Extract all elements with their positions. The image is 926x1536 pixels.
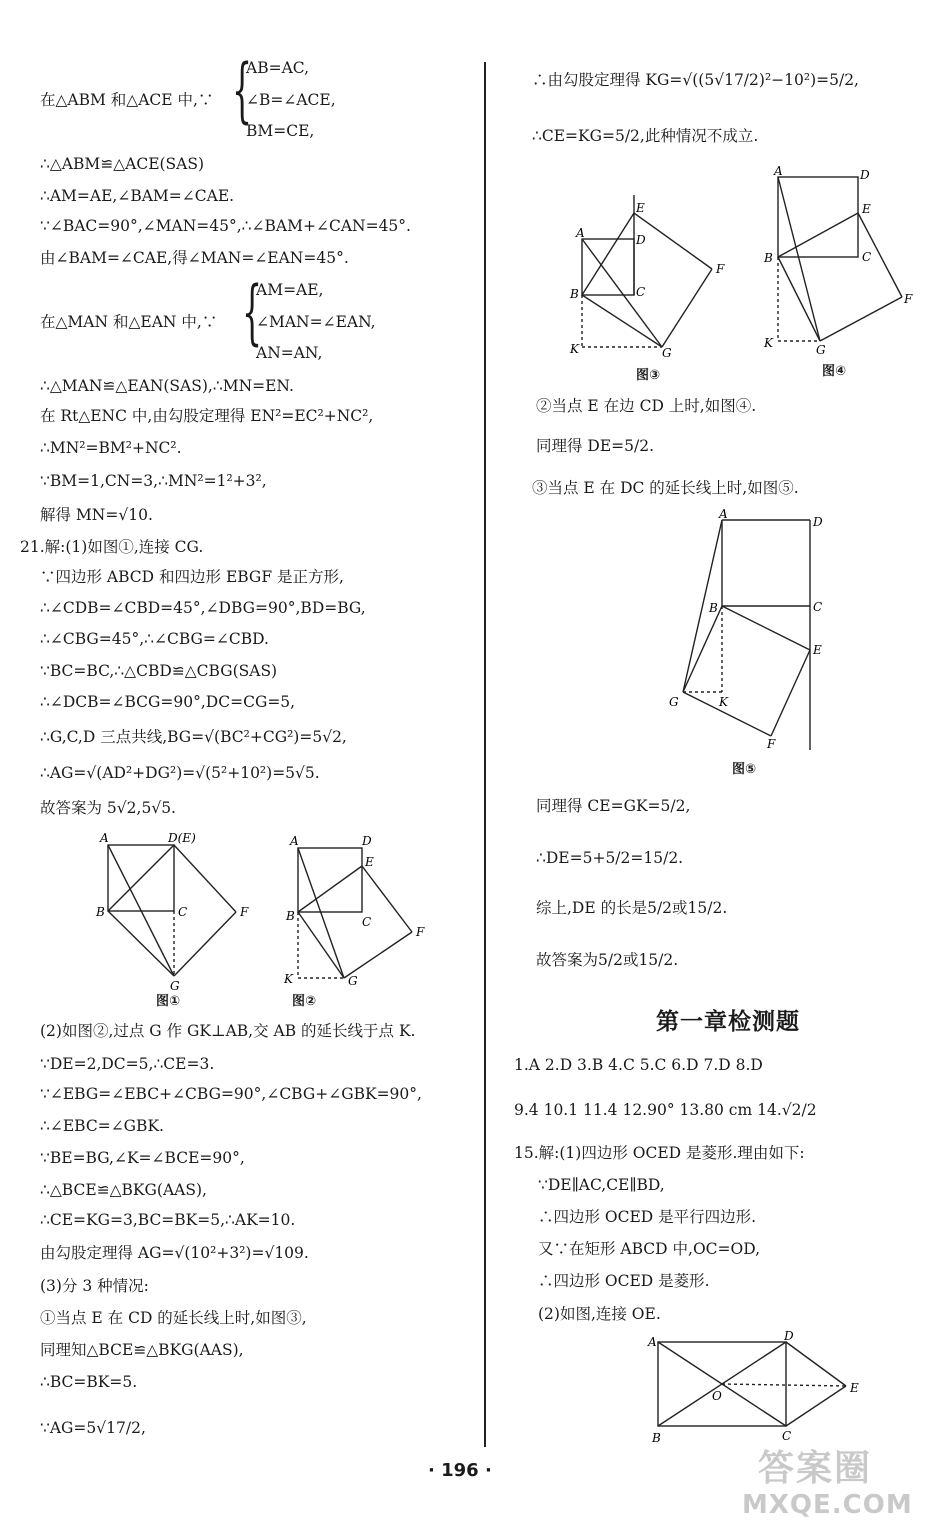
text-line: 在△MAN 和△EAN 中,∵ (40, 313, 218, 331)
text-line: ∵BC=BC,∴△CBD≌△CBG(SAS) (40, 662, 278, 680)
text-line: 故答案为 5√2,5√5. (40, 799, 176, 817)
text-line: (2)如图,连接 OE. (538, 1305, 661, 1323)
text-line: 由∠BAM=∠CAE,得∠MAN=∠EAN=45°. (40, 249, 349, 267)
point-label-c: C (862, 250, 872, 264)
text-line: BM=CE, (246, 122, 315, 140)
point-label-b: B (286, 909, 295, 923)
point-label-b: B (570, 287, 579, 301)
text-line: ∴AM=AE,∠BAM=∠CAE. (40, 187, 235, 205)
text-line: ①当点 E 在 CD 的延长线上时,如图③, (40, 1309, 307, 1327)
text-line: 由勾股定理得 AG=√(10²+3²)=√109. (40, 1244, 309, 1262)
point-label-d: D (784, 1329, 794, 1343)
text-line: ∴BC=BK=5. (40, 1373, 138, 1391)
point-label-c: C (636, 285, 646, 299)
text-line: ∴∠CDB=∠CBD=45°,∠DBG=90°,BD=BG, (40, 599, 366, 617)
text-line: 综上,DE 的长是5/2或15/2. (536, 899, 728, 917)
figure-5 (665, 508, 835, 758)
text-line: ∴G,C,D 三点共线,BG=√(BC²+CG²)=5√2, (40, 728, 347, 746)
figure-3 (560, 195, 740, 370)
point-label-f: F (416, 925, 425, 939)
point-label-k: K (570, 342, 579, 356)
text-line: ∵DE=2,DC=5,∴CE=3. (40, 1055, 215, 1073)
text-line: ∴MN²=BM²+NC². (40, 439, 182, 457)
point-label-b: B (652, 1431, 661, 1445)
point-label-k: K (719, 695, 728, 709)
text-line: ②当点 E 在边 CD 上时,如图④. (536, 397, 757, 415)
text-line: ∴∠CBG=45°,∴∠CBG=∠CBD. (40, 630, 269, 648)
text-line: ∴∠EBC=∠GBK. (40, 1117, 164, 1135)
point-label-e: E (636, 201, 645, 215)
text-line: ∠B=∠ACE, (246, 91, 336, 109)
figure-1 (90, 828, 260, 1003)
point-label-a: A (290, 834, 299, 848)
text-line: ∴△BCE≌△BKG(AAS), (40, 1181, 207, 1199)
text-line: (3)分 3 种情况: (40, 1277, 149, 1295)
figure-2-caption: 图② (292, 994, 317, 1009)
point-label-b: B (709, 601, 718, 615)
figure-5-caption: 图⑤ (732, 762, 757, 777)
watermark-logo: 答案圈 (758, 1448, 873, 1489)
point-label-g: G (348, 974, 358, 988)
figure-2 (280, 828, 440, 1003)
text-line: ∵∠BAC=90°,∠MAN=45°,∴∠BAM+∠CAN=45°. (40, 217, 411, 235)
text-line: AB=AC, (246, 59, 309, 77)
text-line: ③当点 E 在 DC 的延长线上时,如图⑤. (532, 479, 799, 497)
chapter-title: 第一章检测题 (656, 1009, 800, 1035)
point-label-b: B (96, 905, 105, 919)
point-label-f: F (904, 292, 913, 306)
point-label-d: D (860, 168, 870, 182)
text-line: ∵∠EBG=∠EBC+∠CBG=90°,∠CBG+∠GBK=90°, (40, 1085, 422, 1103)
point-label-d: D (636, 233, 646, 247)
text-line: ∴∠DCB=∠BCG=90°,DC=CG=5, (40, 693, 296, 711)
point-label-a: A (719, 507, 728, 521)
text-line: 解得 MN=√10. (40, 506, 153, 524)
point-label-de: D(E) (168, 831, 196, 845)
column-divider (484, 62, 486, 1447)
text-line: ∴四边形 OCED 是菱形. (538, 1272, 710, 1290)
text-line: 在 Rt△ENC 中,由勾股定理得 EN²=EC²+NC², (40, 407, 374, 425)
point-label-k: K (284, 972, 293, 986)
point-label-g: G (170, 979, 180, 993)
text-line: 21.解:(1)如图①,连接 CG. (20, 538, 204, 556)
text-line: AN=AN, (256, 344, 323, 362)
point-label-g: G (662, 346, 672, 360)
text-line: ∵BM=1,CN=3,∴MN²=1²+3², (40, 472, 267, 490)
figure-rhombus (646, 1330, 866, 1445)
point-label-f: F (716, 262, 725, 276)
point-label-k: K (764, 336, 773, 350)
point-label-c: C (782, 1429, 792, 1443)
text-line: ∴△MAN≌△EAN(SAS),∴MN=EN. (40, 377, 294, 395)
text-line: ∴CE=KG=3,BC=BK=5,∴AK=10. (40, 1211, 296, 1229)
point-label-d: D (813, 515, 823, 529)
figure-3-caption: 图③ (636, 368, 661, 383)
text-line: 1.A 2.D 3.B 4.C 5.C 6.D 7.D 8.D (514, 1056, 763, 1074)
point-label-a: A (100, 831, 109, 845)
brace-symbol: { (232, 49, 253, 131)
point-label-e: E (365, 855, 374, 869)
watermark-url: MXQE.COM (742, 1490, 913, 1520)
point-label-e: E (813, 643, 822, 657)
point-label-e: E (862, 202, 871, 216)
point-label-c: C (178, 905, 188, 919)
text-line: ∵四边形 ABCD 和四边形 EBGF 是正方形, (40, 568, 344, 586)
text-line: 在△ABM 和△ACE 中,∵ (40, 91, 214, 109)
text-line: (2)如图②,过点 G 作 GK⊥AB,交 AB 的延长线于点 K. (40, 1022, 416, 1040)
text-line: 同理得 DE=5/2. (536, 437, 655, 455)
point-label-e: E (850, 1381, 859, 1395)
point-label-b: B (764, 251, 773, 265)
text-line: 又∵在矩形 ABCD 中,OC=OD, (538, 1240, 761, 1258)
point-label-a: A (648, 1335, 657, 1349)
text-line: 9.4 10.1 11.4 12.90° 13.80 cm 14.√2/2 (514, 1101, 817, 1119)
figure-4 (760, 165, 920, 360)
point-label-c: C (813, 600, 823, 614)
point-label-g: G (669, 695, 679, 709)
point-label-d: D (362, 834, 372, 848)
figure-4-caption: 图④ (822, 364, 847, 379)
page-number: · 196 · (428, 1460, 492, 1481)
point-label-f: F (240, 905, 249, 919)
text-line: ∴四边形 OCED 是平行四边形. (538, 1208, 757, 1226)
point-label-o: O (712, 1389, 722, 1403)
point-label-a: A (576, 226, 585, 240)
text-line: AM=AE, (256, 281, 324, 299)
brace-symbol: { (242, 271, 263, 353)
point-label-g: G (816, 343, 826, 357)
point-label-a: A (774, 164, 783, 178)
text-line: ∴由勾股定理得 KG=√((5√17/2)²−10²)=5/2, (532, 71, 859, 89)
text-line: 15.解:(1)四边形 OCED 是菱形.理由如下: (514, 1144, 805, 1162)
point-label-f: F (767, 737, 776, 751)
text-line: ∵DE∥AC,CE∥BD, (538, 1176, 665, 1194)
point-label-c: C (362, 915, 372, 929)
text-line: ∵BE=BG,∠K=∠BCE=90°, (40, 1149, 245, 1167)
text-line: 同理得 CE=GK=5/2, (536, 797, 691, 815)
text-line: ∴CE=KG=5/2,此种情况不成立. (532, 127, 759, 145)
text-line: ∴AG=√(AD²+DG²)=√(5²+10²)=5√5. (40, 764, 320, 782)
text-line: ∠MAN=∠EAN, (256, 313, 376, 331)
text-line: ∵AG=5√17/2, (40, 1419, 146, 1437)
text-line: 同理知△BCE≌△BKG(AAS), (40, 1341, 244, 1359)
text-line: 故答案为5/2或15/2. (536, 951, 679, 969)
figure-1-caption: 图① (156, 994, 181, 1009)
text-line: ∴DE=5+5/2=15/2. (536, 849, 684, 867)
text-line: ∴△ABM≌△ACE(SAS) (40, 155, 205, 173)
